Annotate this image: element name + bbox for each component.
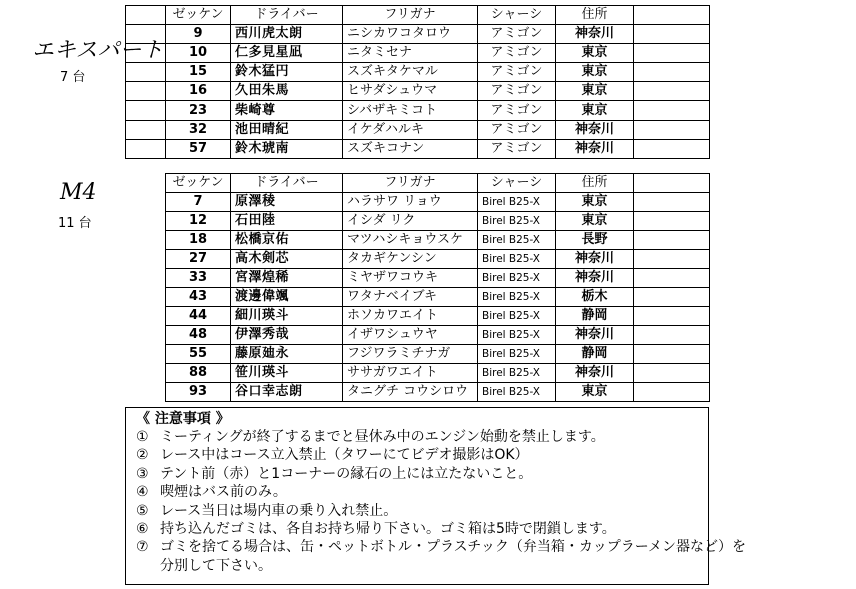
header-kana: フリガナ [343,6,478,25]
empty-cell [126,25,166,44]
driver-furigana: マツハシキョウスケ [343,231,478,250]
m4-entry-table [165,173,710,402]
chassis-name: Birel B25-X [478,231,556,250]
table-row [126,120,710,139]
empty-cell [634,288,710,307]
header-number: ゼッケン [166,174,231,193]
notes-title: 《 注意事項 》 [136,411,230,427]
driver-address: 神奈川 [556,326,634,345]
chassis-name: Birel B25-X [478,288,556,307]
driver-furigana: スズキタケマル [343,63,478,82]
notes-item-text: ゴミを捨てる場合は、缶・ペットボトル・プラスチック（弁当箱・カップラーメン器など）を [160,539,747,556]
empty-cell [634,63,710,82]
empty-cell [634,193,710,212]
driver-furigana: ササガワエイト [343,364,478,383]
entry-number: 15 [166,63,231,82]
empty-cell [634,82,710,101]
notes-item-text: ミーティングが終了するまでと昼休み中のエンジン始動を禁止します。 [160,429,605,445]
entry-number: 10 [166,44,231,63]
driver-name: 鈴木琥南 [231,139,343,158]
entry-number: 44 [166,307,231,326]
empty-cell [634,174,710,193]
entry-number: 88 [166,364,231,383]
driver-address: 神奈川 [556,250,634,269]
notes-item-number: ③ [136,465,149,482]
empty-cell [126,101,166,120]
driver-address: 神奈川 [556,25,634,44]
driver-name: 渡邊偉颯 [231,288,343,307]
notes-item [136,483,696,501]
driver-furigana: シバザキミコト [343,101,478,120]
chassis-name: アミゴン [478,25,556,44]
empty-cell [126,6,166,25]
driver-furigana: ニシカワコタロウ [343,25,478,44]
table-row [166,307,710,326]
chassis-name: Birel B25-X [478,269,556,288]
chassis-name: Birel B25-X [478,250,556,269]
driver-name: 笹川瑛斗 [231,364,343,383]
notes-item [136,465,696,483]
entry-number: 12 [166,212,231,231]
expert-table-body [126,6,710,159]
driver-furigana: スズキコナン [343,139,478,158]
notes-item-number: ② [136,447,149,464]
chassis-name: アミゴン [478,82,556,101]
table-row [166,288,710,307]
table-row [126,139,710,158]
m4-table-body [166,174,710,402]
chassis-name: Birel B25-X [478,364,556,383]
entry-number: 23 [166,101,231,120]
empty-cell [126,82,166,101]
driver-address: 神奈川 [556,364,634,383]
table-header-row [126,6,710,25]
driver-address: 神奈川 [556,120,634,139]
notes-item [136,428,696,446]
driver-address: 東京 [556,82,634,101]
driver-address: 東京 [556,101,634,120]
empty-cell [634,250,710,269]
chassis-name: アミゴン [478,120,556,139]
notes-item-number: ⑥ [136,521,149,538]
chassis-name: アミゴン [478,101,556,120]
driver-furigana: タニグチ コウシロウ [343,383,478,402]
entry-number: 27 [166,250,231,269]
driver-furigana: ハラサワ リョウ [343,193,478,212]
driver-name: 谷口幸志朗 [231,383,343,402]
empty-cell [126,139,166,158]
empty-cell [126,120,166,139]
table-row [166,231,710,250]
empty-cell [634,120,710,139]
empty-cell [634,101,710,120]
driver-name: 細川瑛斗 [231,307,343,326]
driver-name: 伊澤秀哉 [231,326,343,345]
empty-cell [634,269,710,288]
driver-address: 東京 [556,212,634,231]
driver-address: 東京 [556,44,634,63]
driver-name: 原澤稜 [231,193,343,212]
table-header-row [166,174,710,193]
chassis-name: アミゴン [478,44,556,63]
driver-furigana: タカギケンシン [343,250,478,269]
chassis-name: アミゴン [478,139,556,158]
entry-number: 16 [166,82,231,101]
empty-cell [634,307,710,326]
table-row [126,82,710,101]
driver-address: 静岡 [556,345,634,364]
header-driver: ドライバー [231,6,343,25]
table-row [166,212,710,231]
entry-number: 93 [166,383,231,402]
driver-address: 神奈川 [556,139,634,158]
table-row [166,326,710,345]
empty-cell [634,364,710,383]
driver-name: 西川虎太朗 [231,25,343,44]
driver-address: 東京 [556,63,634,82]
header-driver: ドライバー [231,174,343,193]
entry-number: 33 [166,269,231,288]
empty-cell [634,212,710,231]
driver-name: 仁多見星凪 [231,44,343,63]
notes-item [136,538,747,556]
table-row [126,44,710,63]
driver-name: 久田朱馬 [231,82,343,101]
driver-name: 池田晴紀 [231,120,343,139]
chassis-name: Birel B25-X [478,383,556,402]
table-row [166,364,710,383]
driver-furigana: ワタナベイブキ [343,288,478,307]
notes-item-text: レース中はコース立入禁止（タワーにてビデオ撮影はOK） [160,447,529,464]
table-row [166,383,710,402]
notes-item-number: ④ [136,484,149,501]
header-kana: フリガナ [343,174,478,193]
notes-item-text: テント前（赤）と1コーナーの縁石の上には立たないこと。 [160,465,533,482]
notes-item-number: ⑤ [136,502,149,519]
driver-name: 鈴木猛円 [231,63,343,82]
expert-entry-table [125,5,710,159]
empty-cell [634,139,710,158]
table-row [126,25,710,44]
header-address: 住所 [556,6,634,25]
table-row [126,63,710,82]
driver-address: 神奈川 [556,269,634,288]
driver-name: 高木剣芯 [231,250,343,269]
entry-number: 57 [166,139,231,158]
expert-class-title: エキスパート [32,38,164,63]
empty-cell [634,25,710,44]
header-number: ゼッケン [166,6,231,25]
chassis-name: Birel B25-X [478,193,556,212]
driver-address: 静岡 [556,307,634,326]
empty-cell [634,326,710,345]
chassis-name: Birel B25-X [478,345,556,364]
table-row [166,193,710,212]
header-chassis: シャーシ [478,6,556,25]
notes-continuation: 分別して下さい。 [160,557,272,574]
driver-address: 東京 [556,193,634,212]
driver-address: 栃木 [556,288,634,307]
driver-furigana: イザワシュウヤ [343,326,478,345]
header-address: 住所 [556,174,634,193]
driver-furigana: ミヤザワコウキ [343,269,478,288]
driver-address: 東京 [556,383,634,402]
entry-number: 32 [166,120,231,139]
header-chassis: シャーシ [478,174,556,193]
expert-class-count: 7 台 [60,70,86,85]
entry-number: 48 [166,326,231,345]
entry-number: 9 [166,25,231,44]
empty-cell [634,383,710,402]
notes-item [136,446,696,464]
notes-box [125,407,747,585]
table-row [166,345,710,364]
driver-name: 柴崎尊 [231,101,343,120]
table-row [166,250,710,269]
notes-item [136,520,696,538]
driver-address: 長野 [556,231,634,250]
empty-cell [634,6,710,25]
notes-item-text: 持ち込んだゴミは、各自お持ち帰り下さい。ゴミ箱は5時で閉鎖します。 [160,521,616,538]
driver-name: 宮澤煌稀 [231,269,343,288]
driver-furigana: ホソカワエイト [343,307,478,326]
table-row [166,269,710,288]
chassis-name: Birel B25-X [478,326,556,345]
notes-item-text: 喫煙はバス前のみ。 [160,484,287,501]
driver-furigana: イケダハルキ [343,120,478,139]
entry-number: 7 [166,193,231,212]
driver-furigana: ニタミセナ [343,44,478,63]
empty-cell [634,44,710,63]
notes-item-number: ⑦ [136,539,149,556]
notes-list [136,428,747,557]
driver-name: 藤原廸永 [231,345,343,364]
entry-number: 43 [166,288,231,307]
empty-cell [634,231,710,250]
empty-cell [634,345,710,364]
entry-number: 55 [166,345,231,364]
driver-furigana: フジワラミチナガ [343,345,478,364]
chassis-name: Birel B25-X [478,212,556,231]
chassis-name: アミゴン [478,63,556,82]
empty-cell [126,44,166,63]
notes-item [136,502,696,520]
driver-name: 松橋京佑 [231,231,343,250]
table-row [126,101,710,120]
driver-furigana: ヒサダシュウマ [343,82,478,101]
m4-class-count: 11 台 [58,216,92,231]
chassis-name: Birel B25-X [478,307,556,326]
empty-cell [126,63,166,82]
m4-class-title: M4 [60,180,97,205]
notes-item-number: ① [136,429,149,445]
notes-item-text: レース当日は場内車の乗り入れ禁止。 [160,502,398,519]
entry-number: 18 [166,231,231,250]
driver-name: 石田陸 [231,212,343,231]
driver-furigana: イシダ リク [343,212,478,231]
